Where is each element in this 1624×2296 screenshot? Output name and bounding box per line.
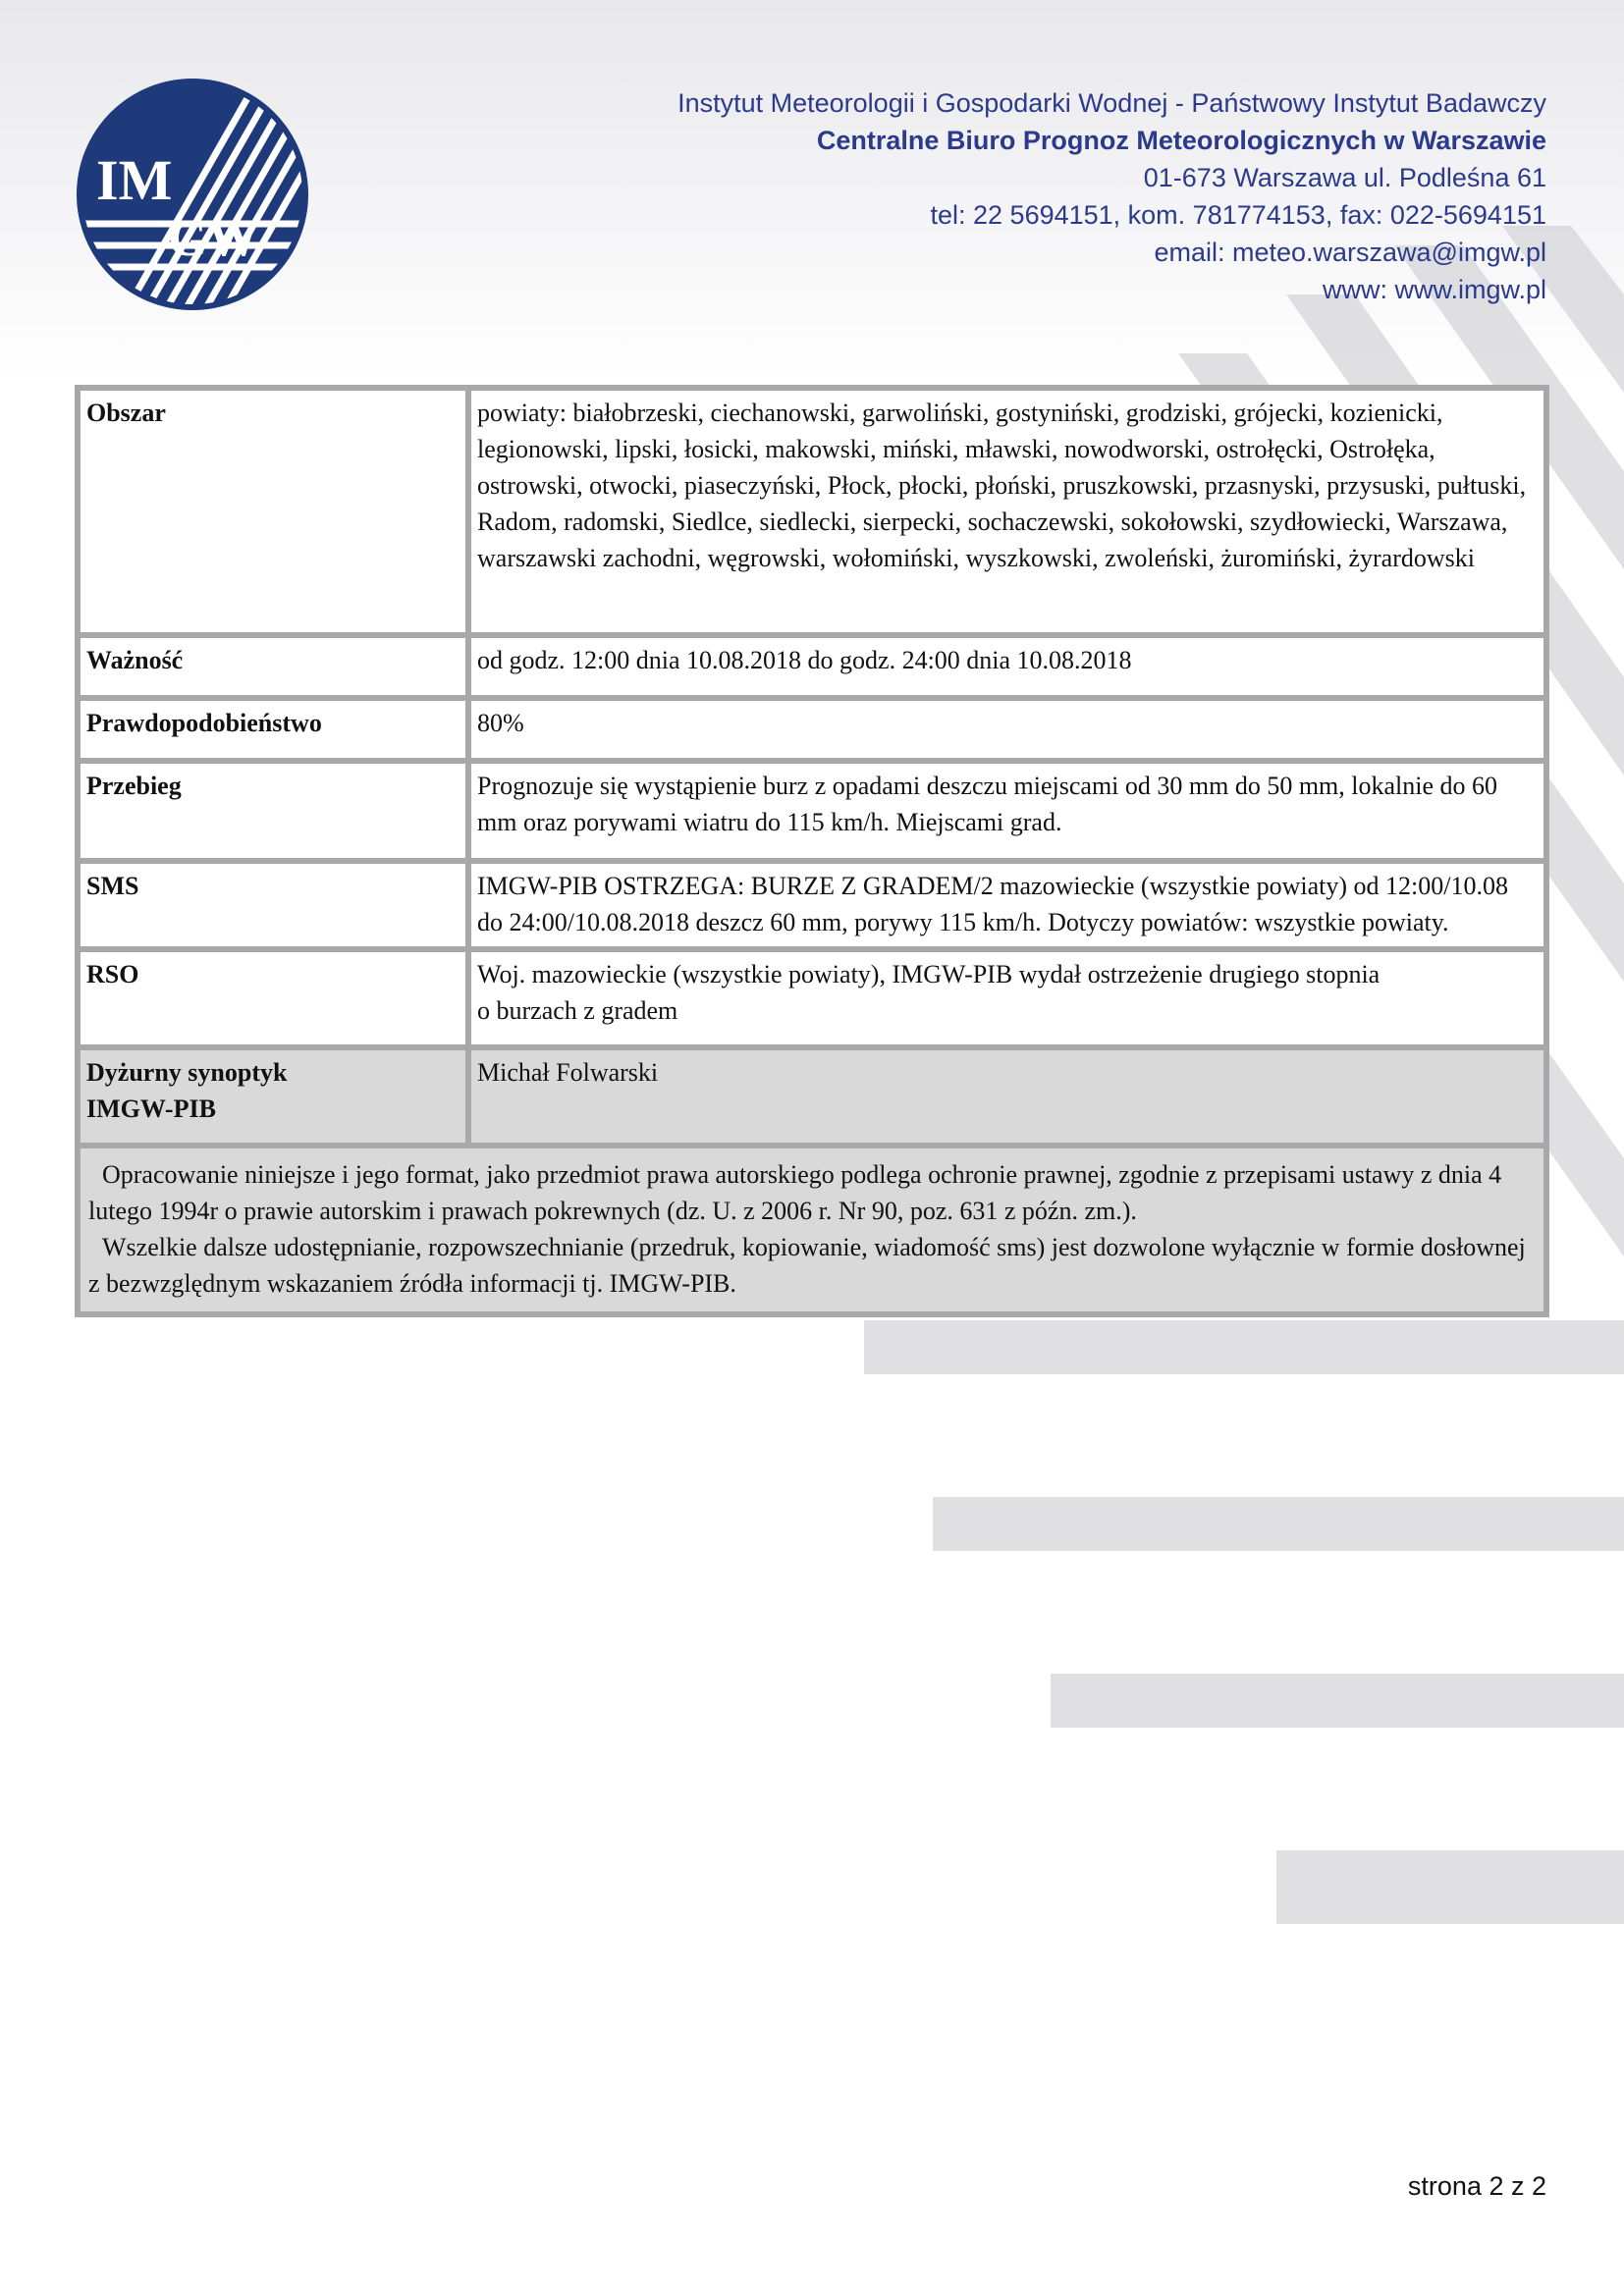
forecaster-label-line2: IMGW-PIB <box>86 1095 216 1123</box>
table-row <box>78 861 1546 949</box>
area-value: powiaty: białobrzeski, ciechanowski, garwoliński, gostyniński, grodziski, grójecki, kozienicki, legionowski, lipski, łosicki, makowski, miński, mławski, nowodworski, ostrołęcki, Ostrołęka, ostrowski, otwocki, piaseczyński, Płock, płocki, płoński, pruszkowski, przasnyski, przysuski, pułtuski, Radom, radomski, Siedlce, siedlecki, sierpecki, sochaczewski, sokołowski, szydłowiecki, Warszawa, warszawski zachodni, węgrowski, wołomiński, wyszkowski, zwoleński, żuromiński, żyrardowski <box>468 388 1546 635</box>
institute-name: Instytut Meteorologii i Gospodarki Wodnej - Państwowy Instytut Badawczy <box>677 88 1546 118</box>
rso-value-line1: Woj. mazowieckie (wszystkie powiaty), IMGW-PIB wydał ostrzeżenie drugiego stopnia <box>477 960 1380 988</box>
logo-text-gw: GW <box>168 211 259 267</box>
area-label: Obszar <box>78 388 468 635</box>
course-value: Prognozuje się wystąpienie burz z opadami deszczu miejscami od 30 mm do 50 mm, lokalnie do 60 mm oraz porywami wiatru do 115 km/h. Miejscami grad. <box>468 761 1546 861</box>
table-row <box>78 698 1546 761</box>
rso-value-line2: o burzach z gradem <box>477 996 678 1025</box>
address: 01-673 Warszawa ul. Podleśna 61 <box>1143 163 1546 192</box>
rso-label: RSO <box>78 949 468 1047</box>
table-row <box>78 1047 1546 1146</box>
imgw-logo <box>75 77 310 312</box>
phone: tel: 22 5694151, kom. 781774153, fax: 022-5694151 <box>930 200 1546 230</box>
forecaster-label <box>78 1047 468 1146</box>
probability-value: 80% <box>468 698 1546 761</box>
course-label: Przebieg <box>78 761 468 861</box>
warning-table <box>75 385 1549 1317</box>
validity-label: Ważność <box>78 635 468 698</box>
validity-value: od godz. 12:00 dnia 10.08.2018 do godz. 24:00 dnia 10.08.2018 <box>468 635 1546 698</box>
table-row <box>78 635 1546 698</box>
sms-label: SMS <box>78 861 468 949</box>
probability-label: Prawdopodobieństwo <box>78 698 468 761</box>
copyright-paragraph-2: Wszelkie dalsze udostępnianie, rozpowszechnianie (przedruk, kopiowanie, wiadomość sms) jest dozwolone wyłącznie w formie dosłownej z bezwzględnym wskazaniem źródła informacji tj. IMGW-PIB. <box>88 1233 1526 1298</box>
forecaster-label-line1: Dyżurny synoptyk <box>86 1058 288 1087</box>
rso-value <box>468 949 1546 1047</box>
page-number: strona 2 z 2 <box>1407 2171 1546 2201</box>
copyright-paragraph-1: Opracowanie niniejsze i jego format, jako przedmiot prawa autorskiego podlega ochronie prawnej, zgodnie z przepisami ustawy z dnia 4 lutego 1994r o prawie autorskim i prawach pokrewnych (dz. U. z 2006 r. Nr 90, poz. 631 z późn. zm.). <box>88 1160 1502 1225</box>
institution-header <box>677 84 1546 308</box>
table-row <box>78 761 1546 861</box>
sms-value: IMGW-PIB OSTRZEGA: BURZE Z GRADEM/2 mazowieckie (wszystkie powiaty) od 12:00/10.08 do 24:00/10.08.2018 deszcz 60 mm, porywy 115 km/h. Dotyczy powiatów: wszystkie powiaty. <box>468 861 1546 949</box>
copyright-notice <box>78 1146 1546 1314</box>
website-link[interactable]: www: www.imgw.pl <box>1322 275 1546 304</box>
logo-text-im: IM <box>96 148 173 212</box>
forecaster-value: Michał Folwarski <box>468 1047 1546 1146</box>
table-row <box>78 388 1546 635</box>
table-row <box>78 949 1546 1047</box>
table-row <box>78 1146 1546 1314</box>
email-link[interactable]: email: meteo.warszawa@imgw.pl <box>1154 238 1546 267</box>
office-name: Centralne Biuro Prognoz Meteorologicznych w Warszawie <box>816 126 1546 155</box>
